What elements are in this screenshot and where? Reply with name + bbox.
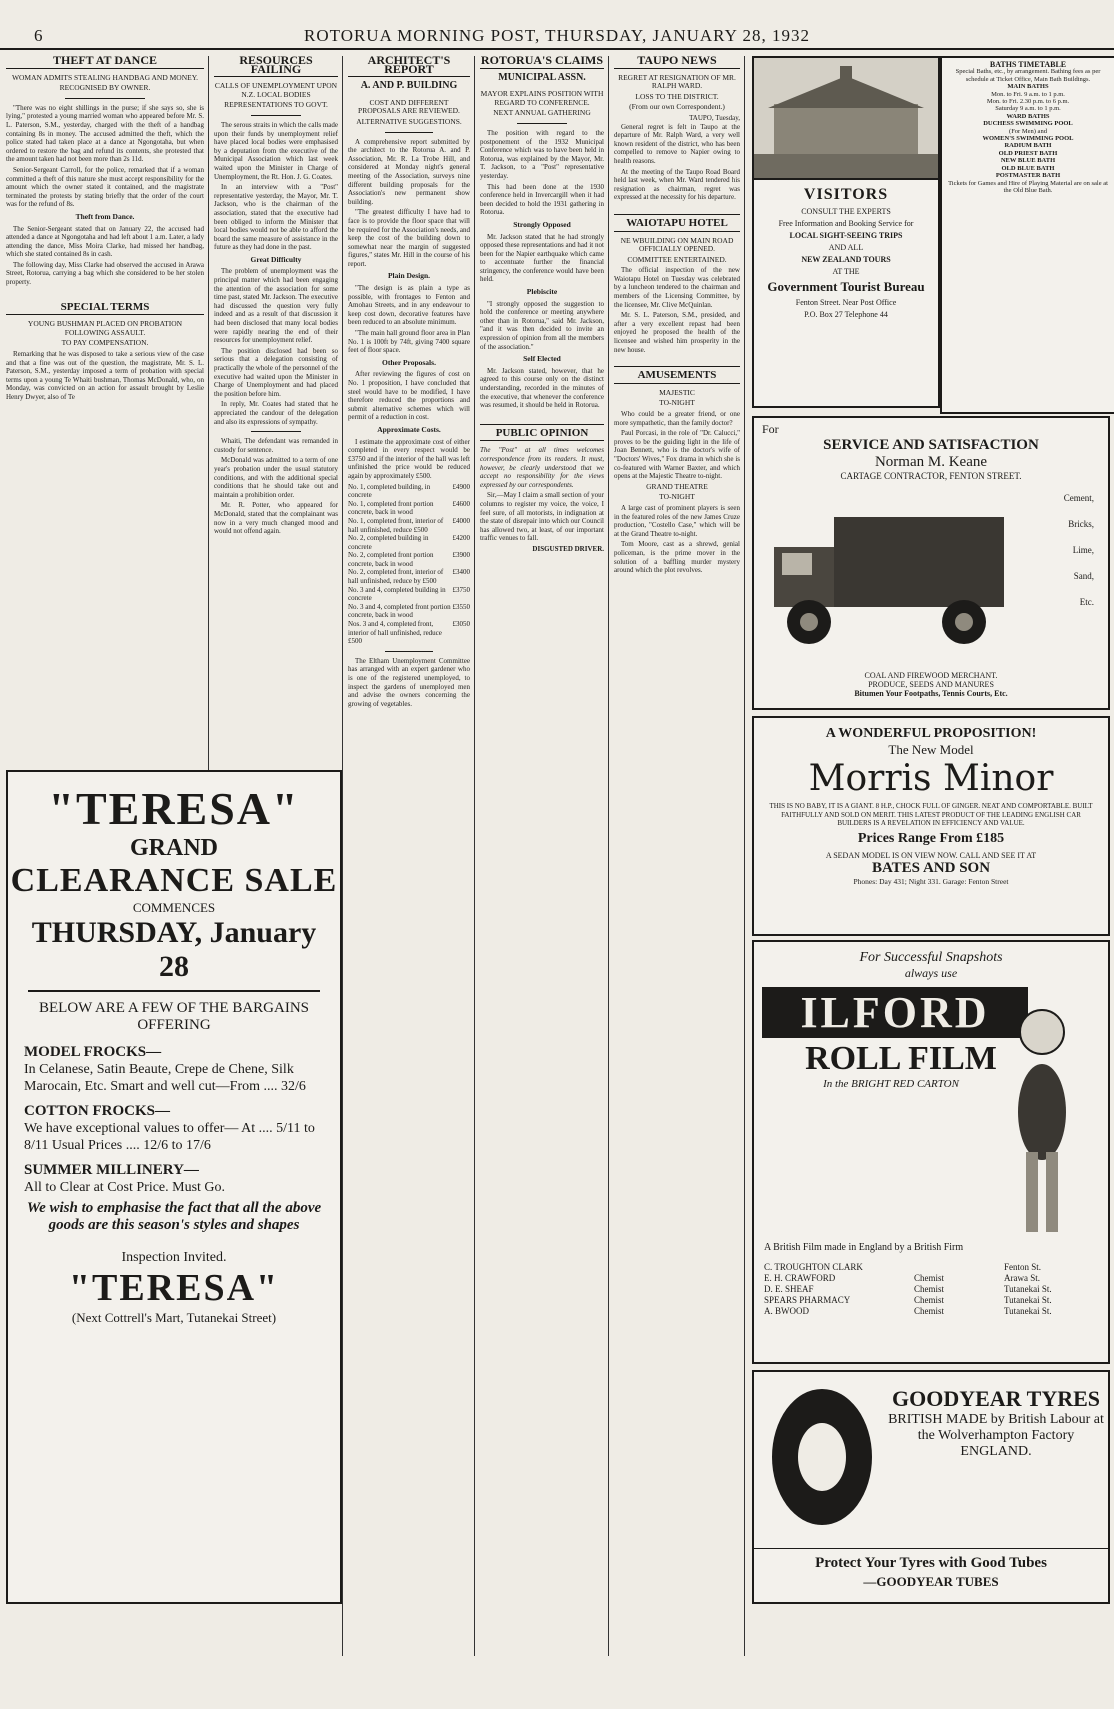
kicker: MUNICIPAL ASSN. (498, 71, 586, 83)
advert-line: LOCAL SIGHT-SEEING TRIPS (789, 231, 903, 240)
truck-illustration (764, 487, 1024, 667)
advert-title: A WONDERFUL PROPOSITION! (825, 726, 1037, 741)
subhead: RECOGNISED BY OWNER. (59, 83, 151, 93)
divider (385, 651, 434, 652)
article-rotoruas-claims (480, 56, 604, 1596)
advert-line: COMMENCES (132, 900, 216, 915)
timetable-line: WOMEN'S SWIMMING POOL (982, 135, 1074, 143)
advert-line: AT THE (832, 267, 860, 276)
morris-minor-advert (752, 716, 1110, 936)
bargain-text: We have exceptional values to offer— At .... 5/11 to 8/11 Usual Prices .... 12/6 to 17/6 (24, 1121, 315, 1153)
advert-line: GRAND (130, 835, 218, 861)
paragraph: McDonald was admitted to a term of one year's probation under the usual statutory conditions, and with the additional special conditions that he should take out and maintain a prohibition order. (214, 456, 338, 499)
subhead: Theft from Dance. (75, 211, 135, 221)
timetable-line: NEW BLUE BATH (1000, 157, 1056, 165)
paragraph: Mr. R. Potter, who appeared for McDonald, stated that the complainant was now in a very much changed mood and would not offend again. (214, 501, 338, 536)
advert-line: AND ALL (828, 243, 864, 252)
stockist-street: Arawa St. (1004, 1273, 1040, 1283)
paragraph: I estimate the approximate cost of either completed in every respect would be £3750 and if the interior of the hall was left unfinished the price would be reduced again by approximately £500. (348, 437, 470, 480)
headline: SPECIAL TERMS (6, 303, 204, 316)
paragraph: "The greatest difficulty I have had to face is to provide the floor space that will be required for the Association's needs, and keep the cost of the building down to somewhat near the margin of suggested figures," states Mr. Hill in the course of his report. (348, 208, 470, 268)
subhead: LOSS TO THE DISTRICT. (635, 91, 719, 101)
paragraph: Mr. Jackson stated, however, that he agreed to this course only on the distinct understanding, recorded in the minutes of the executive, that whenever the conference was resumed, it should be held in Rotorua. (480, 366, 604, 410)
stockist-row (764, 1295, 1098, 1306)
stockist-name: D. E. SHEAF (764, 1284, 814, 1294)
cost-value: £3900 (452, 551, 470, 560)
timetable-line: (For Men) and (1009, 127, 1047, 135)
paragraph: This had been done at the 1930 conference held in Invercargill when it had been decided to hold the 1931 gathering in Rotorua. (480, 182, 604, 217)
paragraph: Tom Moore, cast as a shrewd, genial policeman, is the prime mover in the solution of a baffling murder mystery around which the plot revolves. (614, 540, 740, 575)
tyre-illustration (762, 1382, 882, 1532)
stockist-role: Chemist (914, 1273, 945, 1283)
bargain-text: All to Clear at Cost Price. Must Go. (24, 1180, 226, 1195)
subhead: Plain Design. (387, 271, 431, 281)
stockist-name: A. BWOOD (764, 1306, 809, 1316)
paragraph: "The main hall ground floor area in Plan No. 1 is 100ft by 74ft, giving 7400 square feet of floor space. (348, 329, 470, 355)
brand-logo: ILFORD (762, 987, 1028, 1038)
subhead: YOUNG BUSHMAN PLACED ON PROBATION FOLLOWING ASSAULT. (27, 319, 183, 337)
stockist-row (764, 1284, 1098, 1295)
paragraph: Who could be a greater friend, or one more sympathetic, than the family doctor? (614, 410, 740, 427)
cost-item: No. 2, completed front portion concrete, back in wood (348, 551, 434, 568)
goods-item: Sand, (1073, 571, 1094, 581)
kicker: GRAND THEATRE (646, 481, 708, 491)
teresa-sale-advert (6, 770, 342, 1604)
subhead: NE WBUILDING ON MAIN ROAD OFFICIALLY OPENED. (620, 235, 734, 254)
advert-line: —GOODYEAR TUBES (863, 1574, 999, 1589)
divider (251, 431, 301, 432)
stockist-street: Tutanekai St. (1004, 1284, 1052, 1294)
brand-logo: GOODYEAR TYRES (891, 1386, 1101, 1411)
visitors-advert (752, 178, 940, 408)
column-rule (474, 56, 475, 1656)
cost-value: £4600 (452, 499, 470, 508)
headline: AMUSEMENTS (614, 366, 740, 384)
divider (251, 115, 301, 116)
cost-value: £4900 (452, 482, 470, 491)
cost-item: No. 2, completed front, interior of hall unfinished, reduce by £500 (348, 568, 444, 586)
paragraph: Remarking that he was disposed to take a serious view of the case and that a fine was out of the question, the magistrate, Mr. S. L. Paterson, S.M., yesterday imposed a term of probation with special terms upon a young Te Whaiti bushman, Thomas McDonald, who, on Monday, was convicted on an action for assault brought by Leslie Henry Dwyer, also of Te (6, 350, 204, 401)
advert-line: A SEDAN MODEL IS ON VIEW NOW. CALL AND SEE IT AT (825, 850, 1037, 860)
kicker: A. AND P. BUILDING (360, 80, 458, 92)
cost-row (348, 586, 470, 603)
cost-row (348, 483, 470, 500)
page-number: 6 (34, 26, 43, 45)
advert-line: We wish to emphasise the fact that all the above goods are this season's styles and shapes (26, 1200, 322, 1233)
advert-line: P.O. Box 27 Telephone 44 (804, 310, 888, 319)
timetable-line: Mon. to Fri. 2.30 p.m. to 6 p.m. (986, 98, 1070, 106)
advert-line: NEW ZEALAND TOURS (801, 255, 891, 264)
paragraph: A comprehensive report submitted by the architect to the Rotorua A. and P. Association, Mr. R. La Trobe Hill, and considered at Monday night's general meeting of the Association, surveys nine different building proposals for the Association's new permanent show building. (348, 137, 470, 206)
cost-item: No. 3 and 4, completed building in concrete (348, 585, 446, 603)
timetable-line: OLD PRIEST BATH (998, 149, 1058, 157)
keane-cartage-advert (752, 416, 1110, 710)
advert-line: Free Information and Booking Service for (778, 219, 914, 228)
goods-item: Etc. (1079, 597, 1094, 607)
subhead: Self Elected (523, 354, 561, 364)
stockist-row (764, 1306, 1098, 1317)
advert-line: always use (904, 966, 958, 980)
cost-value: £3050 (452, 620, 470, 629)
cost-value: £4200 (452, 534, 470, 543)
cost-value: £3550 (452, 602, 470, 611)
headline: THEFT AT DANCE (6, 56, 204, 69)
stockist-name: C. TROUGHTON CLARK (764, 1262, 863, 1272)
subhead: Approximate Costs. (377, 424, 441, 434)
divider (65, 98, 144, 99)
cost-value: £3400 (452, 568, 470, 577)
cost-row (348, 568, 470, 585)
cost-item: No. 2, completed building in concrete (348, 534, 429, 551)
advert-blurb: THIS IS NO BABY, IT IS A GIANT. 8 H.P., CHOCK FULL OF GINGER. NEAT AND COMPORTABLE. BUILT FAITHFULLY AND SOLD ON MERIT. THIS LATEST PRODUCT OF THE LEADING ENGLISH CAR BUILDERS IS A REVELATION IN EFFICIENCY AND VALUE. (769, 802, 1093, 827)
headline: TAUPO NEWS (614, 56, 740, 69)
stockist-street: Tutanekai St. (1004, 1306, 1052, 1316)
headline: WAIOTAPU HOTEL (614, 214, 740, 232)
goods-item: Bricks, (1068, 519, 1094, 529)
store-address: (Next Cottrell's Mart, Tutanekai Street) (71, 1310, 277, 1325)
advert-line: BELOW ARE A FEW OF THE BARGAINS OFFERING (38, 1000, 310, 1033)
paragraph: The serous straits in which the calls made upon their funds by unemployment relief have placed local bodies were emphasised by a deputation from the executive of the Municipal Association which last week waited upon the Minister in Charge of Unemployment, the Rt. Hon. J. G. Coates. (214, 120, 338, 181)
advert-line: Bitumen Your Footpaths, Tennis Courts, Etc. (854, 689, 1008, 698)
goodyear-tyres-advert (752, 1370, 1110, 1604)
paragraph: The position disclosed had been so serious that a delegation consisting of practically the whole of the personnel of the executive had waited upon the Minister in Charge of Unemployment and had placed the position before him. (214, 346, 338, 398)
price: Prices Range From £185 (857, 830, 1005, 846)
stockist-role (914, 1262, 1004, 1273)
stockist-role: Chemist (914, 1284, 945, 1294)
paragraph: Mr. Jackson stated that he had strongly opposed these representations and had it not been for the Napier earthquake which came to accentuate further the financial stringency, the conference would have been held. (480, 232, 604, 284)
dateline: TAUPO, Tuesday, (689, 113, 740, 122)
beach-figure-illustration (982, 1002, 1102, 1242)
subhead: TO-NIGHT (659, 398, 695, 408)
timetable-line: RADIUM BATH (1004, 142, 1052, 150)
goods-list (1064, 485, 1094, 615)
advert-line: BRITISH MADE by British Labour at the Wolverhampton Factory ENGLAND. (888, 1412, 1104, 1459)
cost-value: £4000 (452, 516, 470, 525)
advert-line: CARTAGE CONTRACTOR, FENTON STREET. (840, 471, 1022, 481)
article-taupo-news (614, 56, 740, 1596)
bargain-text: In Celanese, Satin Beaute, Crepe de Chene, Silk Marocain, Etc. Smart and well cut—From .... 32/6 (24, 1062, 306, 1094)
paragraph: Mr. S. L. Paterson, S.M., presided, and after a very excellent repast had been enjoyed he proposed the health of the licensee and wished him prosperity in the new house. (614, 311, 740, 354)
subhead: REPRESENTATIONS TO GOVT. (224, 100, 328, 110)
cost-item: No. 3 and 4, completed front portion concrete, back in wood (348, 602, 451, 620)
kicker: MAJESTIC (659, 387, 695, 397)
paragraph: "The design is as plain a type as possible, with frontages to Fenton and Amohau Streets, and in any endeavour to keep cost down, decorative features have been reduced to an absolute minimum. (348, 284, 470, 327)
advert-line: CLEARANCE SALE (10, 862, 338, 899)
cost-row (348, 500, 470, 517)
advert-line: Norman M. Keane (874, 454, 988, 470)
paragraph: The Eltham Unemployment Committee has arranged with an expert gardener who is one of the registered unemployed, to inspect the gardens of unemployed men and advise the owners concerning the growing of vegetables. (348, 656, 470, 708)
dealer-name: BATES AND SON (871, 859, 991, 876)
subhead: (From our own Correspondent.) (629, 102, 725, 112)
paragraph: The Senior-Sergeant stated that on January 22, the accused had attended a dance at Ngongotaha and had left about 1 a.m. Later, a lady attending the dance, Miss Moira Clarke, had missed her handbag, which she stated contained 8s in cash. (6, 224, 204, 259)
goods-item: Cement, (1063, 493, 1094, 503)
advert-title: VISITORS (803, 186, 889, 203)
advert-line: Inspection Invited. (121, 1250, 227, 1265)
advert-line: PRODUCE, SEEDS AND MANURES (868, 680, 994, 689)
cost-item: No. 1, completed front, interior of hall unfinished, reduce £500 (348, 516, 444, 534)
headline: PUBLIC OPINION (480, 424, 604, 442)
dealer-phones: Phones: Day 431; Night 331. Garage: Fenton Street (853, 876, 1009, 886)
cost-table (348, 483, 470, 646)
ilford-film-advert (752, 940, 1110, 1364)
stockist-role: Chemist (914, 1295, 945, 1305)
paragraph: After reviewing the figures of cost on No. 1 proposition, I have concluded that steel would have to be modified, I have therefore reduced the proportions and submit alternative schemes which will permit of a reduction in cost. (348, 370, 470, 422)
paragraph: The position with regard to the postponement of the 1932 Municipal Conference which was to have been held in Rotorua, was explained by the Mayor, Mr. T. Jackson, to a "Post" representative yesterday. (480, 128, 604, 180)
stockist-role: Chemist (914, 1306, 945, 1316)
store-name: "TERESA" (48, 783, 300, 834)
advert-line: CONSULT THE EXPERTS (801, 207, 891, 216)
car-model: Morris Minor (808, 758, 1054, 799)
cost-row (348, 551, 470, 568)
advert-line: A British Film made in England by a British Firm (764, 1242, 964, 1253)
baths-timetable-advert (940, 56, 1114, 414)
subhead: WOMAN ADMITS STEALING HANDBAG AND MONEY. (11, 72, 199, 82)
bargain-label: SUMMER MILLINERY— (24, 1162, 199, 1178)
paragraph: In reply, Mr. Coates had stated that he appreciated the candour of the delegation and also its expressions of sympathy. (214, 400, 338, 426)
newspaper-dateline: ROTORUA MORNING POST, THURSDAY, JANUARY 28, 1932 (304, 26, 810, 45)
timetable-line: Mon. to Fri. 9 a.m. to 1 p.m. (991, 90, 1065, 98)
stockist-row (764, 1273, 1098, 1284)
stockist-row (764, 1262, 1098, 1273)
advert-title: BATHS TIMETABLE (989, 60, 1067, 69)
advert-line: Fenton Street. Near Post Office (795, 298, 897, 307)
stockist-street: Tutanekai St. (1004, 1295, 1052, 1305)
subhead: MAYOR EXPLAINS POSITION WITH REGARD TO CONFERENCE. (480, 89, 604, 107)
paragraph: "There was no eight shillings in the purse; if she says so, she is lying," protested a young married woman who appeared before Mr. S. L. Paterson, S.M., yesterday, charged with the theft of a handbag containing 8s in money. The accused admitted the theft, which the police stated had taken place at a dance at Ngongotaha, but when ordered to restore the bag and refund its contents, she protested that the amount taken had not been more than 2s 11d. (6, 103, 204, 164)
subhead: Other Proposals. (382, 357, 436, 367)
paragraph: "I strongly opposed the suggestion to hold the conference or meeting anywhere other than in Rotorua," said Mr. Jackson, "and it was then decided to invite an expression of opinion from all the members of the association." (480, 299, 604, 351)
sale-date: THURSDAY, January 28 (28, 916, 320, 992)
timetable-line: Tickets for Games and Hire of Playing Material are on sale at the Old Blue Bath. (948, 179, 1108, 194)
paragraph: Whaiti, The defendant was remanded in custody for sentence. (214, 437, 338, 454)
subhead: TO-NIGHT (659, 492, 695, 502)
subhead: TO PAY COMPENSATION. (61, 338, 149, 348)
advert-title: SERVICE AND SATISFACTION (823, 437, 1039, 453)
subhead: ALTERNATIVE SUGGESTIONS. (356, 116, 462, 126)
bath-building-illustration (754, 58, 938, 178)
headline: ROTORUA'S CLAIMS (480, 56, 604, 67)
truck-panel (754, 481, 1108, 671)
stockist-list (764, 1262, 1098, 1317)
subhead: NEXT ANNUAL GATHERING (493, 108, 591, 118)
paragraph: Senior-Sergeant Carroll, for the police, remarked that if a woman committed a theft of this nature she must accept responsibility for the amount which the owner stated it contained, and the magistrate terminated the protests by stating briefly that the order of the court was for the refund of 8s. (6, 165, 204, 209)
cost-item: No. 1, completed front portion concrete, back in wood (348, 499, 434, 517)
divider (517, 123, 567, 124)
cost-value: £3750 (452, 585, 470, 594)
timetable-line: WARD BATHS (1006, 112, 1050, 120)
advert-line: Protect Your Tyres with Good Tubes (754, 1548, 1108, 1572)
tourist-bureau-photo (752, 56, 940, 180)
subhead: COST AND DIFFERENT PROPOSALS ARE REVIEWED. (358, 97, 460, 116)
advert-line: For (762, 422, 779, 436)
cost-row (348, 620, 470, 646)
bargain-label: COTTON FROCKS— (24, 1103, 170, 1119)
product-name: ROLL FILM (805, 1040, 997, 1077)
article-architects-report (348, 56, 470, 1596)
paragraph: Paul Porcasi, in the role of "Dr. Calucci," proves to be the guiding light in the life of Joan Bennett, who is the doctor's wife of "Doctors' Wives," Fox drama in which she is co-featured with Warner Baxter, and which opens at the Majestic Theatre to-night. (614, 429, 740, 481)
subhead: COMMITTEE ENTERTAINED. (627, 254, 727, 264)
timetable-line: DUCHESS SWIMMING POOL (983, 120, 1073, 128)
paragraph: In an interview with a "Post" representative yesterday, the Mayor, Mr. T. Jackson, who is the chairman of the association, stated that the executive had been obliged to inform the Minister that local bodies would not be able to afford the board the same measure of assistance in the future as they had done in the past. (214, 183, 338, 252)
headline: ARCHITECT'S REPORT (348, 56, 470, 77)
paragraph: A large cast of prominent players is seen in the featured roles of the new James Cruze production, "Costello Case," which will be at the Grand Theatre to-night. (614, 503, 740, 538)
stockist-name: E. H. CRAWFORD (764, 1273, 836, 1283)
advert-line: For Successful Snapshots (859, 950, 1003, 965)
headline: RESOURCES FAILING (214, 56, 338, 77)
paragraph: The official inspection of the new Waiotapu Hotel on Tuesday was celebrated by a luncheon tendered to the chairman and members of the Licensing Committee, by the licensee, Mr. Clive McQuinlan. (614, 266, 740, 309)
masthead (0, 0, 1114, 50)
paragraph: General regret is felt in Taupo at the departure of Mr. Ralph Ward, a very well known resident of the district, who has been compelled to remove to Napier owing to health reasons. (614, 122, 740, 165)
subhead: Strongly Opposed (513, 219, 571, 229)
subhead: Great Difficulty (250, 254, 302, 264)
timetable-line: OLD BLUE BATH (1001, 164, 1055, 172)
paragraph: Sir,—May I claim a small section of your columns to register my voice, the voice, I feel sure, of all motorists, in indignation at the state of disrepair into which our Council has allowed two, at least, of our important traffic venues to fall. (480, 491, 604, 543)
subhead: CALLS OF UNEMPLOYMENT UPON N.Z. LOCAL BODIES (214, 81, 338, 99)
stockist-street: Fenton St. (1004, 1262, 1042, 1272)
cost-row (348, 603, 470, 620)
column-rule (342, 56, 343, 1656)
timetable-line: POSTMASTER BATH (995, 172, 1061, 180)
goods-item: Lime, (1072, 545, 1094, 555)
divider (385, 132, 434, 133)
advert-line: The New Model (888, 742, 974, 757)
cost-row (348, 517, 470, 534)
cost-item: Nos. 3 and 4, completed front, interior of hall unfinished, reduce £500 (348, 620, 442, 646)
paragraph: The problem of unemployment was the principal matter which had been engaging the attention of the association for some time past, stated Mr. Jackson. The executive had discussed the question very fully indeed and as a result of that discussion it had been disclosed that many local bodies were rapidly nearing the end of their resources for unemployment relief. (214, 267, 338, 345)
letter-signature: DISGUSTED DRIVER. (532, 544, 604, 553)
paragraph: The following day, Miss Clarke had observed the accused in Arawa Street, Rotorua, carrying a bag which she considered to be her stolen property. (6, 260, 204, 287)
advert-line: COAL AND FIREWOOD MERCHANT. (864, 671, 998, 680)
article-theft-at-dance (6, 56, 204, 826)
cost-item: No. 1, completed building, in concrete (348, 482, 431, 500)
store-name: "TERESA" (68, 1267, 280, 1309)
column-rule (608, 56, 609, 1656)
timetable-line: Special Baths, etc., by arrangement. Bathing fees as per schedule at Ticket Office, Main Bath Buildings. (955, 68, 1101, 83)
stockist-name: SPEARS PHARMACY (764, 1295, 851, 1305)
editor-note: The "Post" at all times welcomes correspondence from its readers. It must, however, be clearly understood that we accept no responsibility for the views expressed by our correspondents. (480, 446, 604, 489)
timetable-line: MAIN BATHS (1007, 83, 1049, 91)
paragraph: At the meeting of the Taupo Road Board held last week, when Mr. Ward tendered his resignation as chairman, regret was expressed at the necessity for his departure. (614, 167, 740, 202)
cost-row (348, 534, 470, 551)
bargain-label: MODEL FROCKS— (24, 1044, 162, 1060)
timetable-line: Saturday 9 a.m. to 1 p.m. (995, 105, 1061, 113)
advert-line: In the BRIGHT RED CARTON (823, 1078, 959, 1090)
article-resources-failing (214, 56, 338, 826)
subhead: REGRET AT RESIGNATION OF MR. RALPH WARD. (618, 72, 736, 91)
advert-line: Government Tourist Bureau (767, 279, 925, 294)
subhead: Plebiscite (526, 287, 558, 297)
bargain-list (8, 1044, 340, 1196)
column-rule (744, 56, 745, 1656)
